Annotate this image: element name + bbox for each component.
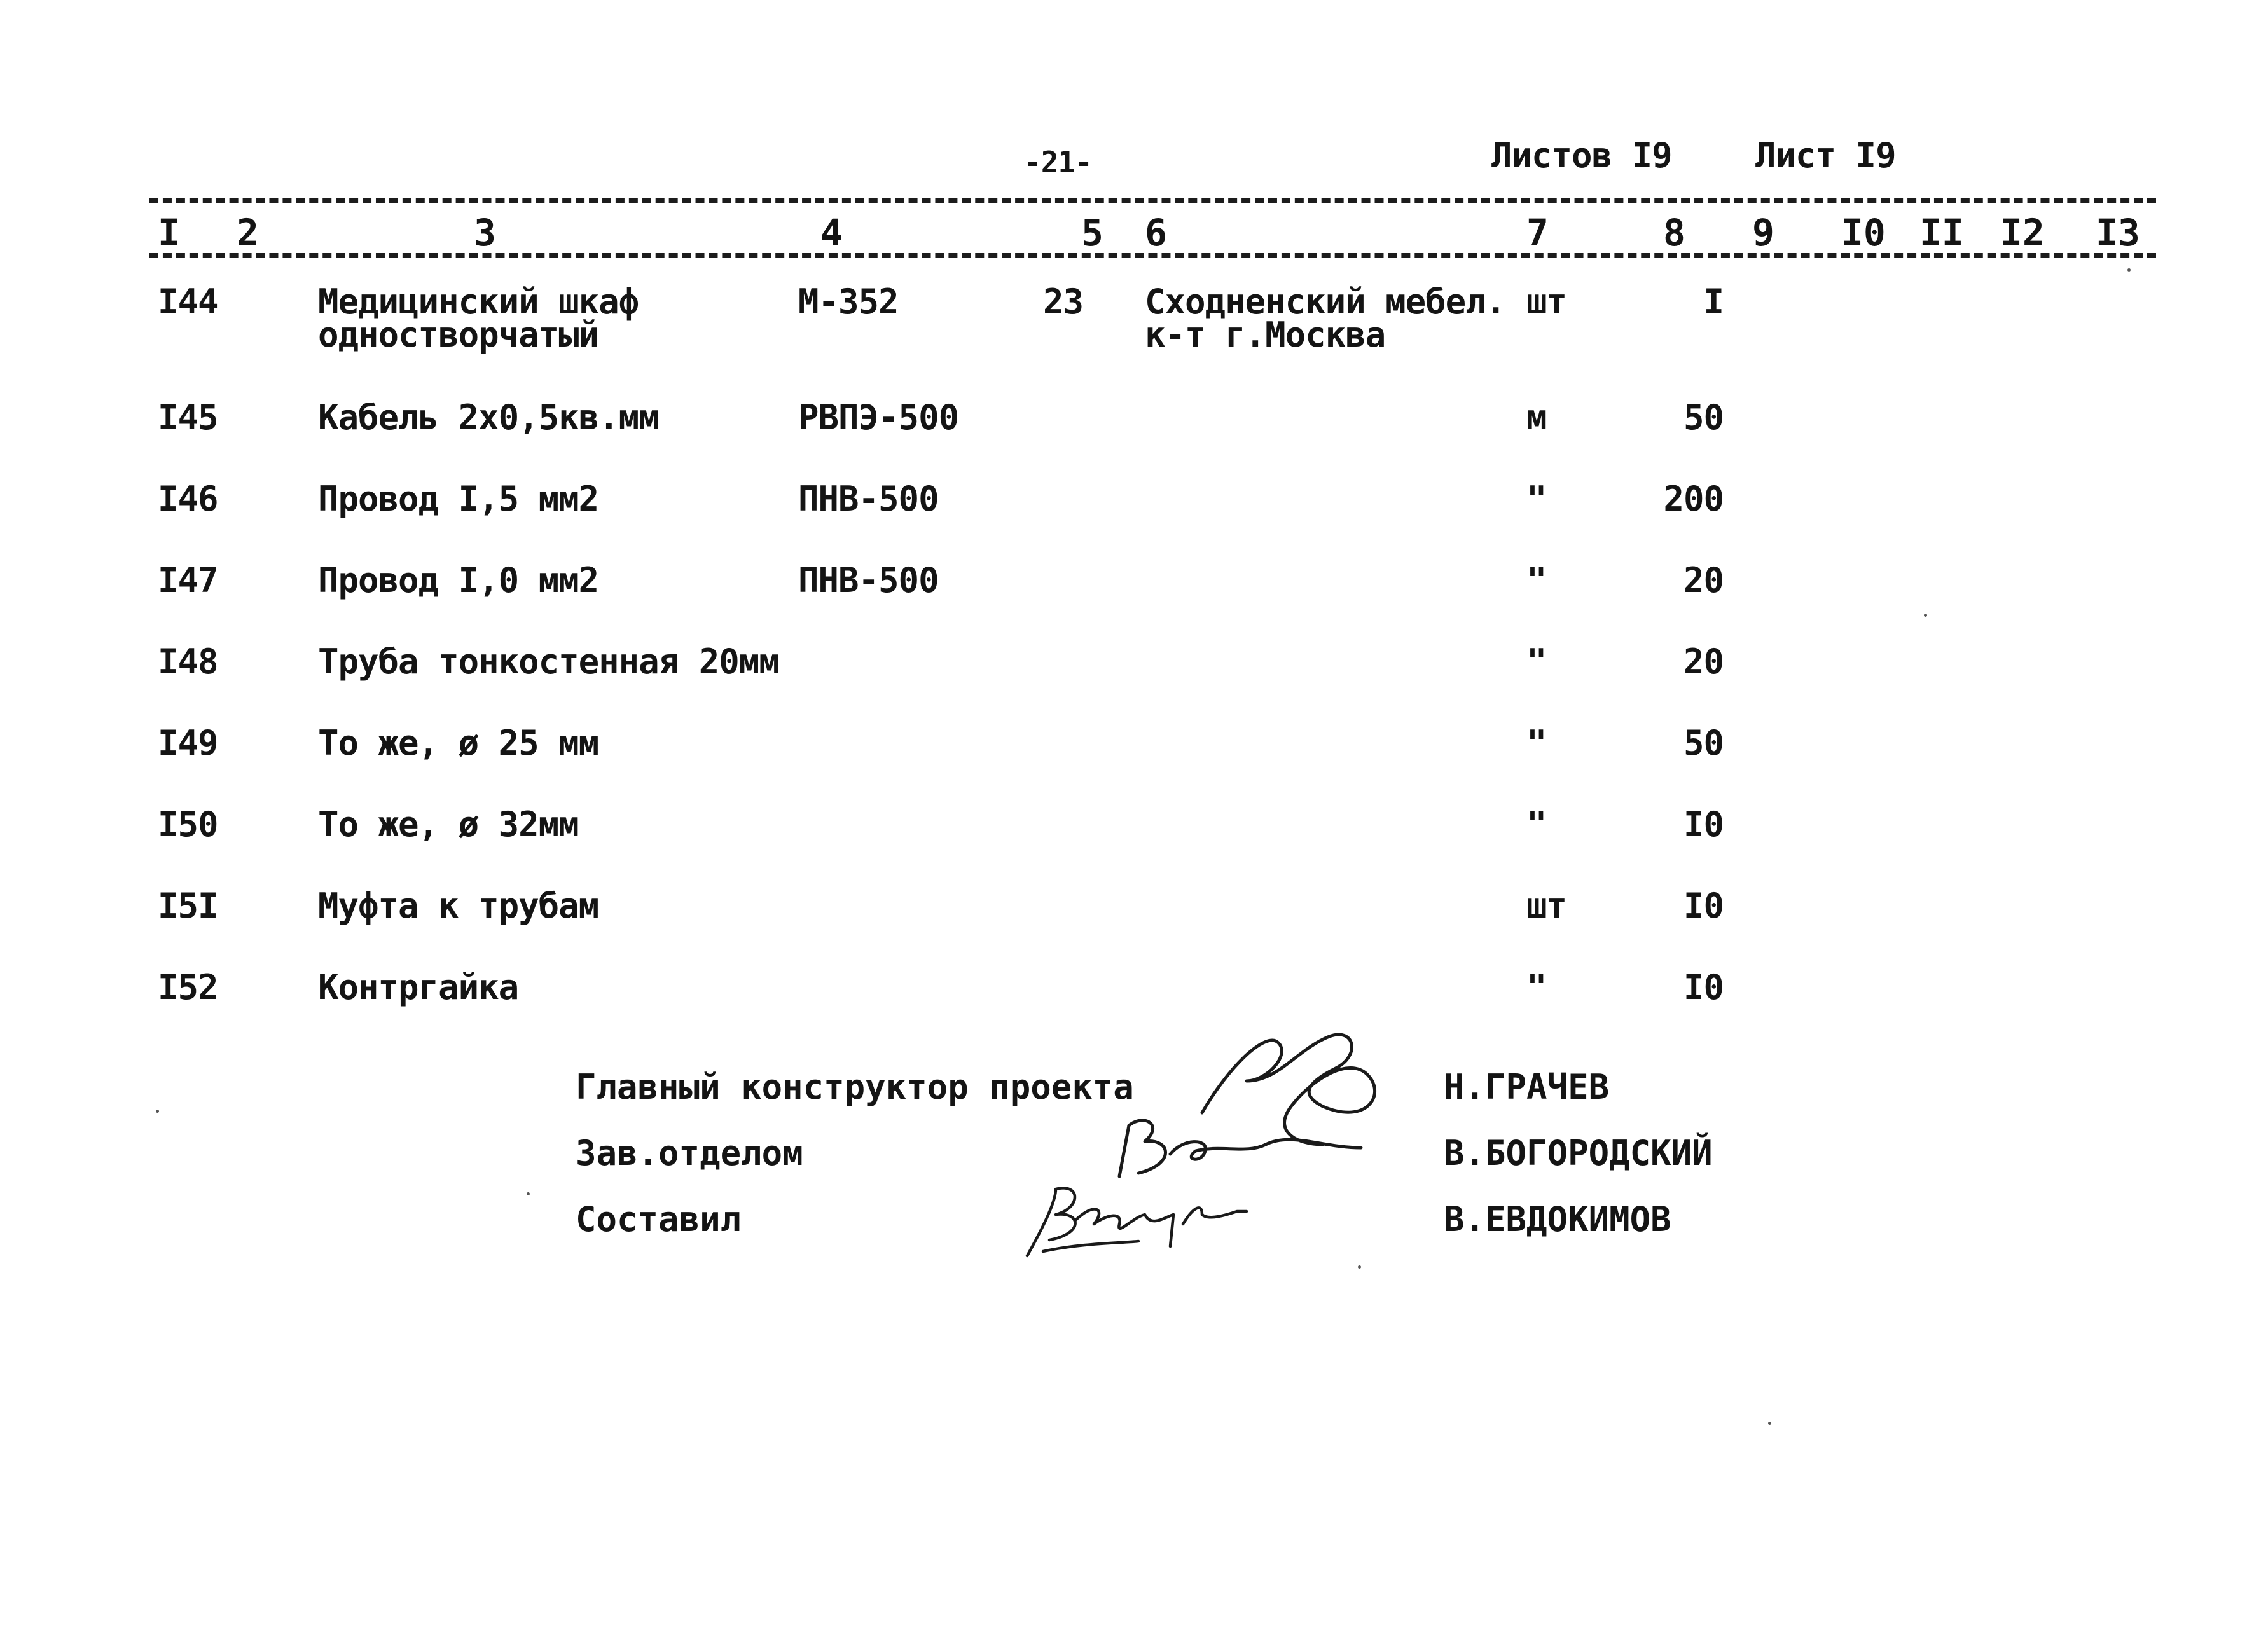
item-name: Кабель 2х0,5кв.мм (318, 397, 659, 437)
item-name: Провод I,0 мм2 (318, 560, 599, 600)
col-number: I0 (1841, 211, 1886, 254)
col-number: 4 (820, 211, 843, 254)
scan-speck (156, 1110, 159, 1113)
row-number: I48 (158, 642, 218, 682)
scan-speck (1924, 614, 1927, 617)
item-type: ПНВ-500 (798, 560, 939, 600)
col-number: II (1919, 211, 1964, 254)
signature-role: Главный конструктор проекта (576, 1067, 1134, 1107)
row-number: I45 (158, 397, 218, 437)
row-number: I50 (158, 804, 218, 844)
item-name: Контргайка (318, 967, 519, 1007)
item-type: М-352 (798, 282, 899, 322)
sheet-number: Лист I9 (1755, 135, 1896, 176)
col-number: 3 (474, 211, 496, 254)
item-unit: шт (1526, 282, 1567, 322)
item-type: ПНВ-500 (798, 479, 939, 519)
item-name: Труба тонкостенная 20мм (318, 642, 779, 682)
item-quantity: 200 (1663, 479, 1724, 519)
item-quantity: 20 (1683, 642, 1724, 682)
item-code: 23 (1043, 282, 1084, 322)
item-unit: " (1526, 723, 1547, 763)
item-unit: " (1526, 967, 1547, 1007)
item-unit: шт (1526, 886, 1567, 926)
item-quantity: I0 (1683, 804, 1724, 844)
signature-name: В.ЕВДОКИМОВ (1444, 1199, 1671, 1239)
col-number: 7 (1526, 211, 1549, 254)
scan-speck (1358, 1265, 1361, 1269)
item-quantity: 50 (1683, 723, 1724, 763)
signature-name: В.БОГОРОДСКИЙ (1444, 1133, 1713, 1173)
signature-name: Н.ГРАЧЕВ (1444, 1067, 1610, 1107)
row-number: I44 (158, 282, 218, 322)
col-number: 8 (1663, 211, 1685, 254)
col-number: 2 (237, 211, 259, 254)
signature-role: Зав.отделом (576, 1133, 803, 1173)
item-quantity: I0 (1683, 967, 1724, 1007)
signature-role: Составил (576, 1199, 742, 1239)
item-name-continued: одностворчатый (318, 315, 599, 355)
col-number: I2 (2000, 211, 2045, 254)
col-number: I3 (2096, 211, 2140, 254)
item-unit: м (1526, 397, 1547, 437)
row-number: I5I (158, 886, 218, 926)
item-quantity: I0 (1683, 886, 1724, 926)
item-unit: " (1526, 642, 1547, 682)
item-name: Провод I,5 мм2 (318, 479, 599, 519)
item-type: РВПЭ-500 (798, 397, 959, 437)
item-unit: " (1526, 479, 1547, 519)
item-name: Муфта к трубам (318, 886, 599, 926)
item-unit: " (1526, 804, 1547, 844)
col-number: 9 (1752, 211, 1774, 254)
row-number: I52 (158, 967, 218, 1007)
scan-speck (527, 1192, 530, 1195)
scan-speck (2127, 268, 2131, 272)
item-quantity: 20 (1683, 560, 1724, 600)
item-quantity: I (1703, 282, 1724, 322)
col-number: I (158, 211, 180, 254)
item-name: Медицинский шкаф (318, 282, 639, 322)
col-number: 6 (1145, 211, 1167, 254)
scan-speck (1768, 1422, 1771, 1425)
item-name: То же, ø 32мм (318, 804, 579, 844)
item-supplier-continued: к-т г.Москва (1145, 315, 1386, 355)
row-number: I47 (158, 560, 218, 600)
row-number: I49 (158, 723, 218, 763)
item-name: То же, ø 25 мм (318, 723, 599, 763)
item-quantity: 50 (1683, 397, 1724, 437)
item-supplier: Сходненский мебел. (1145, 282, 1506, 322)
col-number: 5 (1081, 211, 1103, 254)
item-unit: " (1526, 560, 1547, 600)
row-number: I46 (158, 479, 218, 519)
sheets-total: Листов I9 (1491, 135, 1672, 176)
page-number: -21- (1024, 145, 1092, 179)
